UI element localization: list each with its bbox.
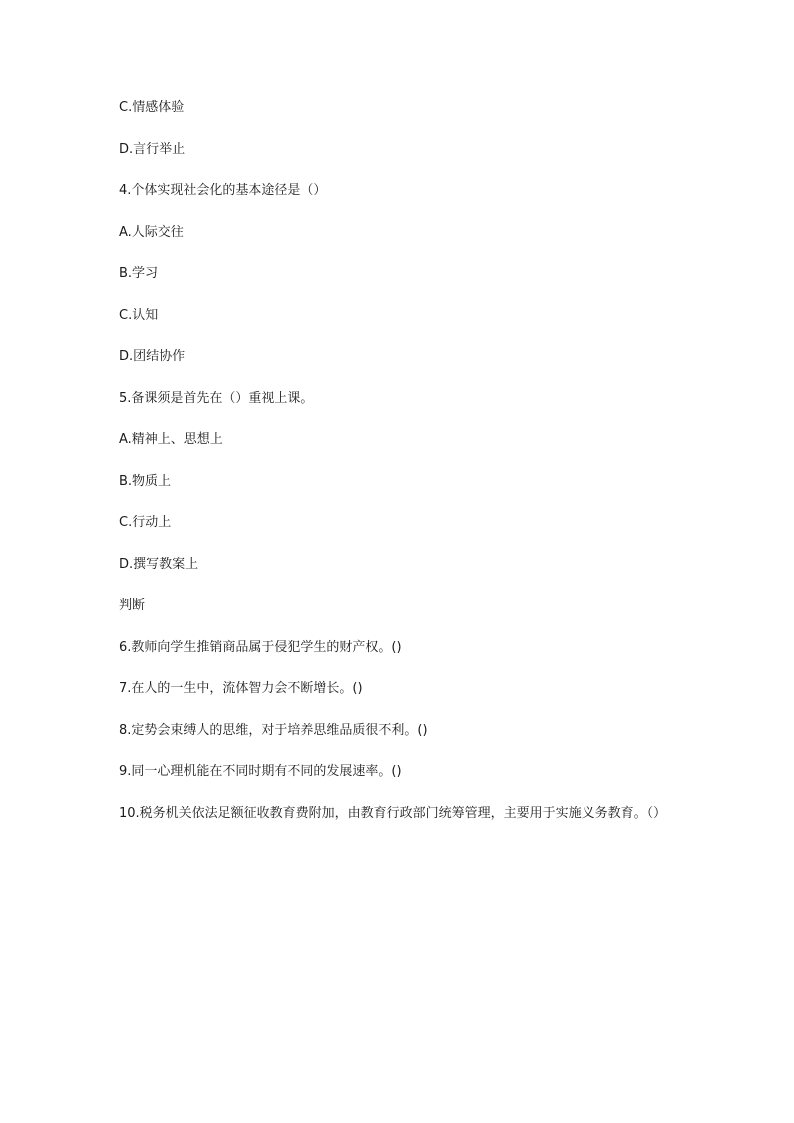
option-d-q5: D.撰写教案上	[119, 557, 199, 572]
question-5: 5.备课须是首先在（）重视上课。	[119, 391, 314, 406]
question-6: 6.教师向学生推销商品属于侵犯学生的财产权。()	[119, 640, 402, 655]
question-8: 8.定势会束缚人的思维，对于培养思维品质很不利。()	[119, 723, 428, 738]
option-a-q5: A.精神上、思想上	[119, 432, 223, 447]
question-4: 4.个体实现社会化的基本途径是（）	[119, 183, 327, 198]
option-d-q3: D.言行举止	[119, 142, 186, 157]
section-heading-judgment: 判断	[119, 598, 146, 613]
question-10: 10.税务机关依法足额征收教育费附加，由教育行政部门统筹管理，主要用于实施义务教育。（）	[119, 806, 667, 821]
option-a-q4: A.人际交往	[119, 225, 184, 240]
question-9: 9.同一心理机能在不同时期有不同的发展速率。()	[119, 764, 402, 779]
option-b-q4: B.学习	[119, 266, 159, 281]
option-c-q5: C.行动上	[119, 515, 172, 530]
option-c-q4: C.认知	[119, 308, 159, 323]
question-7: 7.在人的一生中，流体智力会不断增长。()	[119, 681, 363, 696]
option-d-q4: D.团结协作	[119, 349, 186, 364]
option-c-q3: C.情感体验	[119, 100, 185, 115]
option-b-q5: B.物质上	[119, 474, 172, 489]
